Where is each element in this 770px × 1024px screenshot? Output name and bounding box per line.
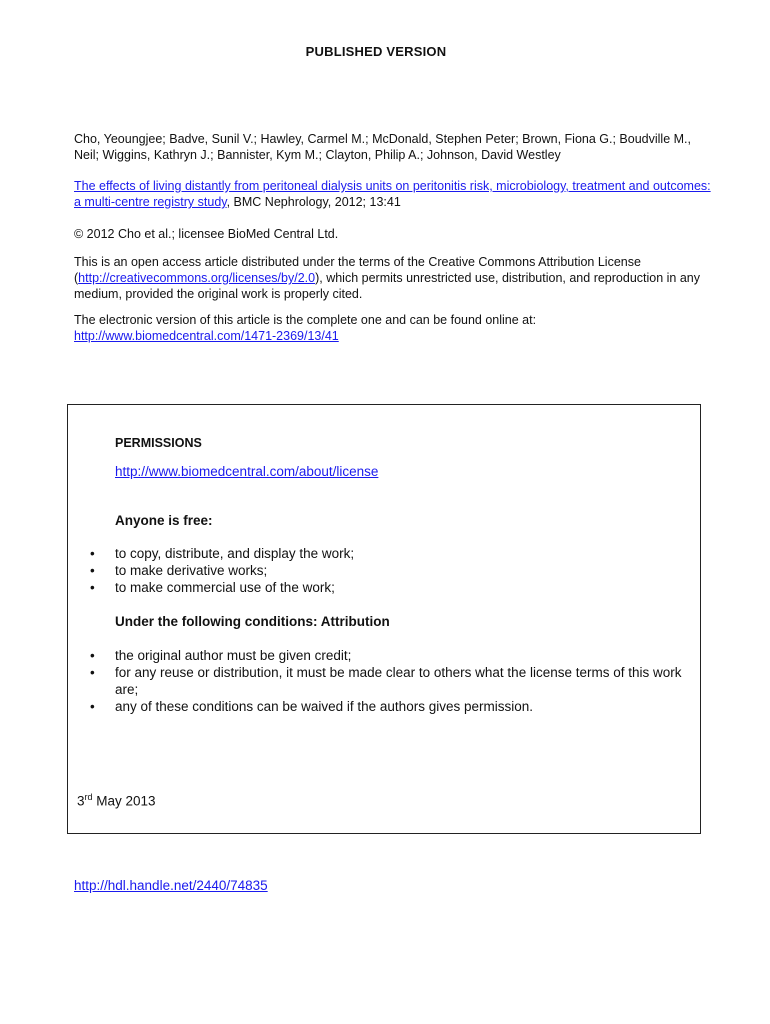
list-item: [87, 698, 687, 715]
permissions-heading: PERMISSIONS: [115, 436, 202, 450]
license-text-before: This is an open access article distributed under the terms of the Creative Commons Attribution License (: [74, 255, 641, 285]
license-info-link[interactable]: http://www.biomedcentral.com/about/license: [115, 464, 379, 479]
bullet-icon: •: [90, 546, 95, 561]
article-title-link[interactable]: The effects of living distantly from peritoneal dialysis units on peritonitis risk, microbiology, treatment and outcomes: a multi-centre registry study: [74, 179, 711, 209]
list-item: [87, 562, 687, 579]
copyright-notice: © 2012 Cho et al.; licensee BioMed Central Ltd.: [74, 227, 339, 241]
permission-date: [77, 792, 156, 809]
list-item-text: for any reuse or distribution, it must be made clear to others what the license terms of this work are;: [115, 665, 682, 697]
page-title: PUBLISHED VERSION: [305, 44, 447, 59]
date-month-year: May 2013: [92, 793, 156, 809]
anyone-free-heading: Anyone is free:: [115, 513, 213, 528]
date-day: 3: [77, 793, 85, 809]
creative-commons-link[interactable]: http://creativecommons.org/licenses/by/2.0: [78, 271, 316, 285]
list-item-text: to make commercial use of the work;: [115, 580, 335, 595]
license-statement: [74, 254, 714, 302]
conditions-heading: Under the following conditions: Attribution: [115, 614, 390, 629]
bullet-icon: •: [90, 665, 95, 680]
freedoms-list: [87, 545, 687, 596]
bullet-icon: •: [90, 699, 95, 714]
list-item-text: the original author must be given credit;: [115, 648, 352, 663]
bullet-icon: •: [90, 563, 95, 578]
citation: [74, 178, 714, 210]
bullet-icon: •: [90, 580, 95, 595]
electronic-version-text: The electronic version of this article is the complete one and can be found online at:: [74, 313, 537, 327]
date-suffix: rd: [84, 792, 93, 802]
article-url-link[interactable]: http://www.biomedcentral.com/1471-2369/13/41: [74, 329, 339, 343]
list-item-text: to make derivative works;: [115, 563, 268, 578]
bullet-icon: •: [90, 648, 95, 663]
list-item-text: any of these conditions can be waived if the authors gives permission.: [115, 699, 533, 714]
list-item-text: to copy, distribute, and display the work;: [115, 546, 355, 561]
conditions-list: [87, 647, 687, 715]
list-item: [87, 579, 687, 596]
journal-info: , BMC Nephrology, 2012; 13:41: [226, 195, 401, 209]
list-item: [87, 664, 687, 698]
electronic-version-statement: [74, 312, 714, 344]
license-text-after: ), which permits unrestricted use, distribution, and reproduction in any medium, provided the original work is properly cited.: [74, 271, 701, 301]
permissions-box: [67, 404, 701, 834]
author-list: Cho, Yeoungjee; Badve, Sunil V.; Hawley, Carmel M.; McDonald, Stephen Peter; Brown, Fiona G.; Boudville M., Neil; Wiggins, Kathryn J.; Bannister, Kym M.; Clayton, Philip A.; Johnson, David Westley: [74, 132, 691, 162]
handle-link[interactable]: http://hdl.handle.net/2440/74835: [74, 878, 268, 893]
list-item: [87, 647, 687, 664]
list-item: [87, 545, 687, 562]
